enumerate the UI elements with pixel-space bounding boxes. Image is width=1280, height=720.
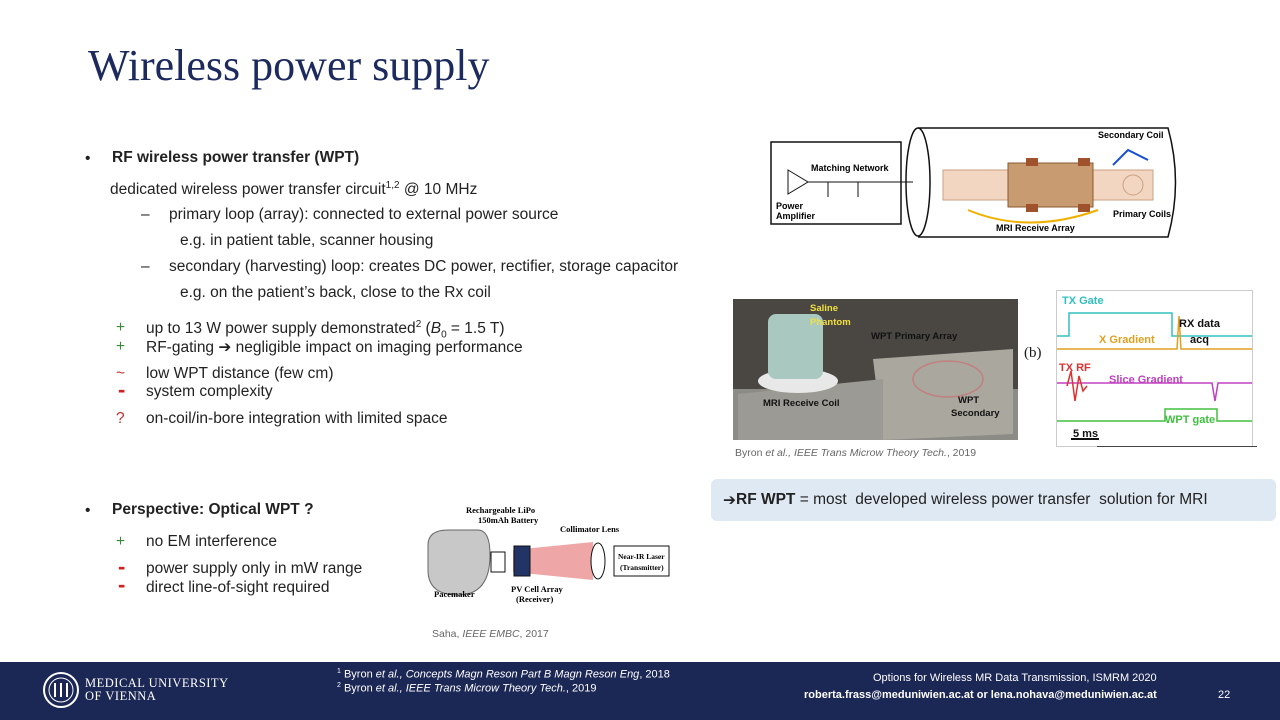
collimator-lens <box>591 543 605 579</box>
bullet: • <box>85 502 91 519</box>
secondary-coil-lines <box>1113 150 1148 165</box>
label-laser-1: Near-IR Laser <box>618 552 665 561</box>
primary-pad <box>1078 158 1090 166</box>
tilde-marker: ~ <box>116 365 126 382</box>
ref2-year: , 2019 <box>565 682 597 695</box>
con-complexity: system complexity <box>146 383 273 400</box>
primary-array-pad <box>873 349 1013 440</box>
ref1-journal: et al., Concepts Magn Reson Part B Magn Reson Eng <box>375 668 640 681</box>
label-acq: acq <box>1190 334 1209 346</box>
label-tx-rf: TX RF <box>1059 362 1091 374</box>
primary-pad <box>1026 158 1038 166</box>
pro-power-post: = 1.5 T) <box>446 320 505 338</box>
circuit-sup: 1,2 <box>385 180 400 191</box>
battery <box>491 552 505 572</box>
pacemaker-caption <box>432 628 549 640</box>
receive-array <box>1008 163 1093 207</box>
pv-cell-array <box>514 546 530 576</box>
circuit-text: dedicated wireless power transfer circuit <box>110 181 386 199</box>
caption-journal: IEEE EMBC <box>462 628 520 640</box>
caption-author: Byron <box>735 447 766 459</box>
label-wpt: WPT <box>958 395 980 406</box>
contact-emails[interactable]: roberta.frass@meduniwien.ac.at or lena.nohava@meduniwien.ac.at <box>804 689 1157 701</box>
minus-marker: - <box>118 572 126 597</box>
conclusion-box <box>711 479 1276 521</box>
dash-marker: – <box>141 258 150 275</box>
trace-tx-gate <box>1057 313 1252 336</box>
label-x-gradient: X Gradient <box>1099 334 1155 346</box>
primary-pad <box>1026 204 1038 212</box>
ref1-year: , 2018 <box>639 668 670 681</box>
pro-power-sub: 0 <box>441 329 447 341</box>
wpt-schematic-figure <box>768 125 1188 240</box>
secondary-loop-example: e.g. on the patient’s back, close to the Rx coil <box>180 284 491 301</box>
bullet: • <box>85 150 91 167</box>
label-phantom: Phantom <box>810 317 851 328</box>
label-slice-gradient: Slice Gradient <box>1109 374 1183 386</box>
label-wpt-primary-array: WPT Primary Array <box>871 331 958 342</box>
ref1-author: Byron <box>340 668 376 681</box>
label-pv-2: (Receiver) <box>516 594 554 604</box>
optical-con-los: direct line-of-sight required <box>146 579 330 596</box>
label-battery-2: 150mAh Battery <box>478 515 539 525</box>
label-rx-data: RX data <box>1179 318 1220 330</box>
question-marker: ? <box>116 410 125 427</box>
university-logo-icon <box>42 671 80 709</box>
optical-con-mw: power supply only in mW range <box>146 560 363 577</box>
label-pv-1: PV Cell Array <box>511 584 563 594</box>
secondary-loop-text: secondary (harvesting) loop: creates DC power, rectifier, storage capacitor <box>169 258 679 275</box>
plus-marker: + <box>116 319 126 336</box>
section1-heading: RF wireless power transfer (WPT) <box>112 149 360 166</box>
page-number: 22 <box>1218 689 1231 701</box>
talk-title: Options for Wireless MR Data Transmission, ISMRM 2020 <box>873 672 1157 684</box>
label-saline: Saline <box>810 303 838 314</box>
conclusion-text: = most developed wireless power transfer solution for MRI <box>795 491 1208 508</box>
section2-heading: Perspective: Optical WPT ? <box>112 501 314 518</box>
label-secondary-coil: Secondary Coil <box>1098 130 1164 140</box>
reference-1 <box>337 668 670 681</box>
pacemaker-body <box>428 530 490 595</box>
wpt-photo-svg <box>733 299 1018 440</box>
pro-power-text: up to 13 W power supply demonstrated <box>146 320 416 338</box>
caption-year: , 2017 <box>519 628 549 640</box>
pacemaker-svg <box>418 500 673 605</box>
label-battery-1: Rechargeable LiPo <box>466 505 536 515</box>
trace-wpt-gate <box>1057 409 1252 421</box>
label-scale: 5 ms <box>1073 428 1099 440</box>
scope-underline <box>1097 446 1257 447</box>
label-collimator: Collimator Lens <box>560 524 620 534</box>
con-distance: low WPT distance (few cm) <box>146 365 334 382</box>
ref2-journal: et al., IEEE Trans Microw Theory Tech. <box>375 682 566 695</box>
primary-pad <box>1078 204 1090 212</box>
ref2-author: Byron <box>340 682 376 695</box>
label-wpt-gate: WPT gate <box>1165 414 1216 426</box>
caption-year: , 2019 <box>946 447 977 459</box>
label-tx-gate: TX Gate <box>1062 295 1104 307</box>
primary-loop-example: e.g. in patient table, scanner housing <box>180 232 434 249</box>
conclusion-bold: RF WPT <box>736 491 796 508</box>
ref1-num: 1 <box>337 668 341 675</box>
primary-loop-text: primary loop (array): connected to external power source <box>169 206 559 223</box>
wpt-photo-figure <box>733 299 1018 440</box>
label-power: Power <box>776 201 804 211</box>
oscilloscope-figure <box>1056 290 1253 447</box>
pro-power-mid: ( <box>421 320 431 338</box>
photo-caption <box>735 447 976 459</box>
label-matching-network: Matching Network <box>811 163 889 173</box>
panel-label-b: (b) <box>1024 345 1042 361</box>
oscilloscope-svg <box>1057 291 1252 446</box>
patient-head <box>1123 175 1143 195</box>
trace-tx-rf <box>1067 371 1087 401</box>
minus-marker: - <box>118 377 126 402</box>
pro-power-b: B <box>430 320 442 338</box>
reference-2 <box>337 682 596 695</box>
dash-marker: – <box>141 206 150 223</box>
label-mri-receive-array: MRI Receive Array <box>996 223 1075 233</box>
wpt-schematic-svg <box>768 125 1188 240</box>
logo-line-1: MEDICAL UNIVERSITY <box>85 676 229 690</box>
logo-line-2: OF VIENNA <box>85 689 157 703</box>
arrow-icon: ➔ <box>723 491 736 509</box>
circuit-freq: @ 10 MHz <box>399 181 478 199</box>
caption-journal: et al., IEEE Trans Microw Theory Tech. <box>765 447 947 459</box>
plus-marker: + <box>116 533 126 550</box>
plus-marker: + <box>116 338 126 355</box>
label-mri-receive-coil: MRI Receive Coil <box>763 398 840 409</box>
minus-marker: - <box>118 554 126 579</box>
con-integration: on-coil/in-bore integration with limited space <box>146 410 448 427</box>
optical-pro-no-emi: no EM interference <box>146 533 277 550</box>
pro-rf-gating: RF-gating ➔ negligible impact on imaging performance <box>146 339 523 356</box>
circuit-line <box>110 180 477 199</box>
caption-author: Saha, <box>432 628 463 640</box>
pro-power-sup: 2 <box>415 319 422 330</box>
footer <box>0 662 1280 720</box>
page-title: Wireless power supply <box>88 41 490 90</box>
label-laser-2: (Transmitter) <box>620 563 664 572</box>
label-secondary: Secondary <box>951 408 1000 419</box>
pacemaker-figure <box>418 500 673 605</box>
label-pacemaker: Pacemaker <box>434 589 475 599</box>
ref2-num: 2 <box>337 682 341 689</box>
label-amplifier: Amplifier <box>776 211 816 221</box>
label-primary-coils: Primary Coils <box>1113 209 1172 219</box>
